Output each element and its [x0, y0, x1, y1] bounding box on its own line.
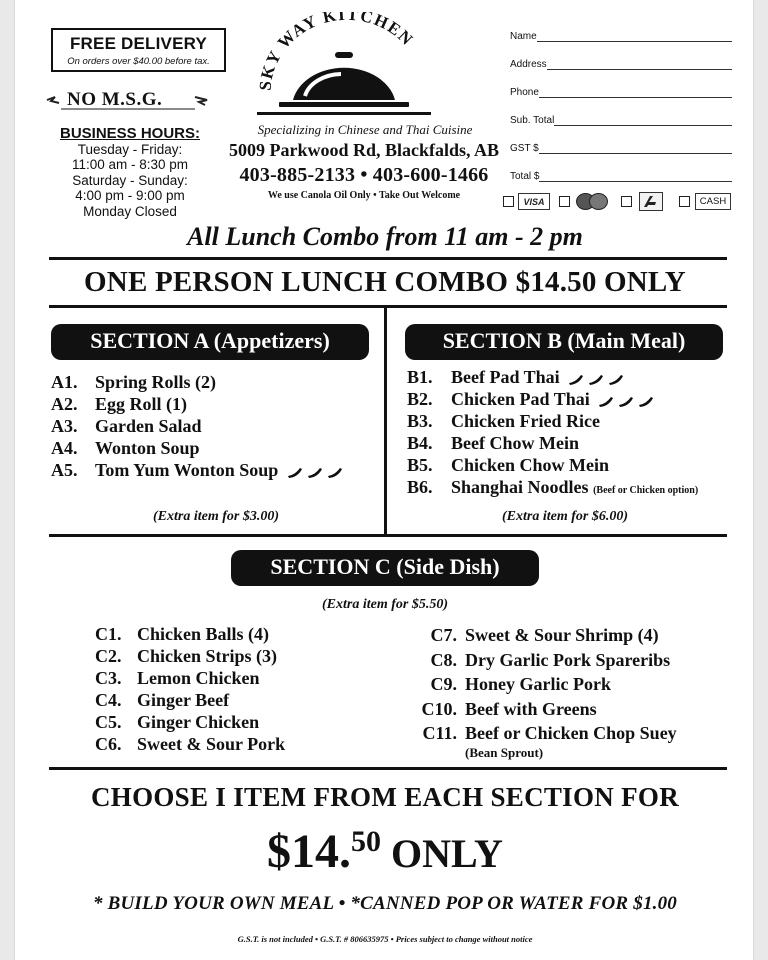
item-name: Egg Roll (1) [95, 394, 187, 414]
combo-price [15, 824, 755, 879]
item-code: A1. [51, 372, 78, 392]
serving-dome-logo-icon [237, 12, 449, 124]
list-item [413, 721, 733, 746]
item-name: Lemon Chicken [137, 668, 260, 688]
section-c-extra: (Extra item for $5.50) [322, 597, 448, 612]
form-gst-row[interactable] [510, 140, 732, 156]
list-item [51, 459, 381, 481]
item-code: C9. [430, 674, 457, 694]
form-line [510, 41, 732, 42]
no-msg-text: NO M.S.G. [67, 89, 163, 110]
item-name: Tom Yum Wonton Soup [95, 460, 279, 480]
divider [49, 257, 727, 260]
interac-logo-icon [639, 192, 663, 211]
item-name: Beef with Greens [465, 698, 597, 719]
item-name: Chicken Pad Thai [451, 389, 590, 409]
price-suffix: ONLY [391, 831, 503, 876]
item-code: C5. [95, 712, 122, 732]
restaurant-tagline: Specializing in Chinese and Thai Cuisine [257, 122, 473, 137]
visa-checkbox[interactable] [503, 196, 514, 207]
item-code: C6. [95, 734, 122, 754]
item-name: Beef Pad Thai [451, 367, 560, 387]
item-code: A4. [51, 438, 78, 458]
list-item [413, 623, 733, 648]
free-delivery-box [51, 28, 226, 72]
visa-logo-icon: VISA [518, 193, 550, 210]
item-code: A2. [51, 394, 78, 414]
list-item [407, 366, 737, 388]
footer-note: G.S.T. is not included • G.S.T. # 806635975 • Prices subject to change without notice [237, 934, 533, 944]
item-code: A5. [51, 460, 78, 480]
section-b-list [407, 366, 737, 502]
price-dollars: $14. [267, 825, 352, 878]
item-code: C4. [95, 690, 122, 710]
item-name: Ginger Chicken [137, 712, 260, 732]
list-item [95, 667, 415, 689]
list-item [51, 415, 381, 437]
divider [49, 534, 727, 537]
chili-pepper-icon [285, 465, 345, 479]
form-subtotal-row[interactable] [510, 112, 732, 128]
cash-label: CASH [695, 193, 731, 210]
hours-line: Tuesday - Friday: [77, 141, 183, 157]
form-name-row[interactable] [510, 28, 732, 44]
price-cents: 50 [351, 825, 382, 858]
list-item [407, 410, 737, 432]
hours-line: 4:00 pm - 9:00 pm [75, 188, 185, 203]
item-code: C8. [430, 649, 457, 670]
item-code: B2. [407, 389, 433, 409]
hours-line: Saturday - Sunday: [72, 172, 188, 188]
section-a-title: SECTION A (Appetizers) [51, 324, 369, 360]
divider [49, 767, 727, 770]
form-label: Name [510, 31, 537, 42]
item-code: B6. [407, 477, 433, 497]
item-name: Chicken Strips (3) [137, 646, 278, 666]
form-total-row[interactable] [510, 168, 732, 184]
form-label: Address [510, 59, 547, 70]
item-code: C1. [95, 624, 122, 644]
item-name: Beef or Chicken Chop Suey [465, 723, 677, 743]
cash-checkbox[interactable] [679, 196, 690, 207]
section-a-extra: (Extra item for $3.00) [153, 509, 279, 524]
section-a-list [51, 371, 381, 481]
list-item [51, 393, 381, 415]
item-code: B4. [407, 433, 433, 453]
item-name: Chicken Balls (4) [137, 624, 270, 644]
interac-checkbox[interactable] [621, 196, 632, 207]
list-item [407, 388, 737, 410]
mastercard-logo-icon [576, 193, 610, 210]
section-c-left-list [95, 623, 415, 755]
item-code: C10. [421, 698, 457, 719]
list-item [95, 733, 415, 755]
choose-heading: CHOOSE I ITEM FROM EACH SECTION FOR [90, 782, 680, 812]
form-line [510, 181, 732, 182]
list-item [413, 672, 733, 697]
item-name: Ginger Beef [137, 690, 230, 710]
item-code: C2. [95, 646, 122, 666]
restaurant-note: We use Canola Oil Only • Take Out Welcome [267, 190, 461, 201]
item-code: B1. [407, 367, 433, 387]
list-item [407, 454, 737, 476]
item-name: Shanghai Noodles [451, 477, 589, 497]
form-phone-row[interactable] [510, 84, 732, 100]
c11-note: (Bean Sprout) [465, 744, 544, 760]
item-code: B5. [407, 455, 433, 475]
item-name: Chicken Chow Mein [451, 455, 610, 475]
combo-title: ONE PERSON LUNCH COMBO $14.50 ONLY [84, 266, 686, 298]
item-name: Garden Salad [95, 416, 202, 436]
form-line [510, 97, 732, 98]
divider [49, 305, 727, 308]
menu-sheet [14, 0, 754, 960]
list-item [51, 437, 381, 459]
item-code: C11. [422, 723, 457, 743]
restaurant-phones: 403-885-2133 • 403-600-1466 [239, 164, 489, 186]
restaurant-address: 5009 Parkwood Rd, Blackfalds, AB [228, 140, 500, 160]
restaurant-logo [237, 12, 449, 124]
form-address-row[interactable] [510, 56, 732, 72]
combo-hours: All Lunch Combo from 11 am - 2 pm [187, 222, 583, 251]
section-b-title: SECTION B (Main Meal) [405, 324, 723, 360]
item-name: Spring Rolls (2) [95, 372, 217, 392]
item-name: Sweet & Sour Shrimp (4) [465, 625, 659, 645]
list-item [407, 476, 737, 502]
section-c-right-list [413, 623, 733, 760]
item-code: C3. [95, 668, 122, 688]
form-line [510, 153, 732, 154]
payment-options [499, 192, 733, 212]
form-label: GST $ [510, 143, 539, 154]
section-divider [384, 308, 387, 534]
form-label: Phone [510, 87, 539, 98]
item-code: A3. [51, 416, 78, 436]
business-hours [45, 126, 215, 219]
business-hours-title: BUSINESS HOURS: [59, 125, 201, 142]
list-item [95, 711, 415, 733]
hours-line: Monday Closed [83, 203, 177, 219]
item-code: B3. [407, 411, 433, 431]
list-item [95, 645, 415, 667]
free-delivery-subtitle: On orders over $40.00 before tax. [67, 56, 210, 67]
item-name: Wonton Soup [95, 438, 200, 458]
list-item [413, 648, 733, 673]
chili-pepper-icon [566, 372, 626, 386]
no-msg-badge [45, 88, 210, 112]
list-item [95, 689, 415, 711]
item-name: Honey Garlic Pork [465, 674, 611, 694]
item-code: C7. [430, 625, 457, 645]
section-c-title: SECTION C (Side Dish) [231, 550, 539, 586]
form-label: Sub. Total [510, 115, 555, 126]
restaurant-name-arc: SKY WAY KITCHEN [255, 12, 418, 92]
list-item [407, 432, 737, 454]
form-label: Total $ [510, 171, 540, 182]
item-name: Dry Garlic Pork Spareribs [465, 649, 671, 670]
item-name: Chicken Fried Rice [451, 411, 600, 431]
list-item [51, 371, 381, 393]
list-item [95, 623, 415, 645]
list-item [413, 697, 733, 722]
item-name: Sweet & Sour Pork [137, 734, 286, 754]
chili-pepper-icon [596, 394, 656, 408]
hours-line: 11:00 am - 8:30 pm [71, 157, 189, 172]
item-note: (Beef or Chicken option) [593, 485, 699, 496]
free-delivery-title: FREE DELIVERY [69, 34, 208, 53]
build-your-own-note: * BUILD YOUR OWN MEAL • *CANNED POP OR WATER FOR $1.00 [92, 893, 677, 914]
item-name: Beef Chow Mein [451, 433, 579, 453]
section-b-extra: (Extra item for $6.00) [502, 509, 628, 524]
mastercard-checkbox[interactable] [559, 196, 570, 207]
